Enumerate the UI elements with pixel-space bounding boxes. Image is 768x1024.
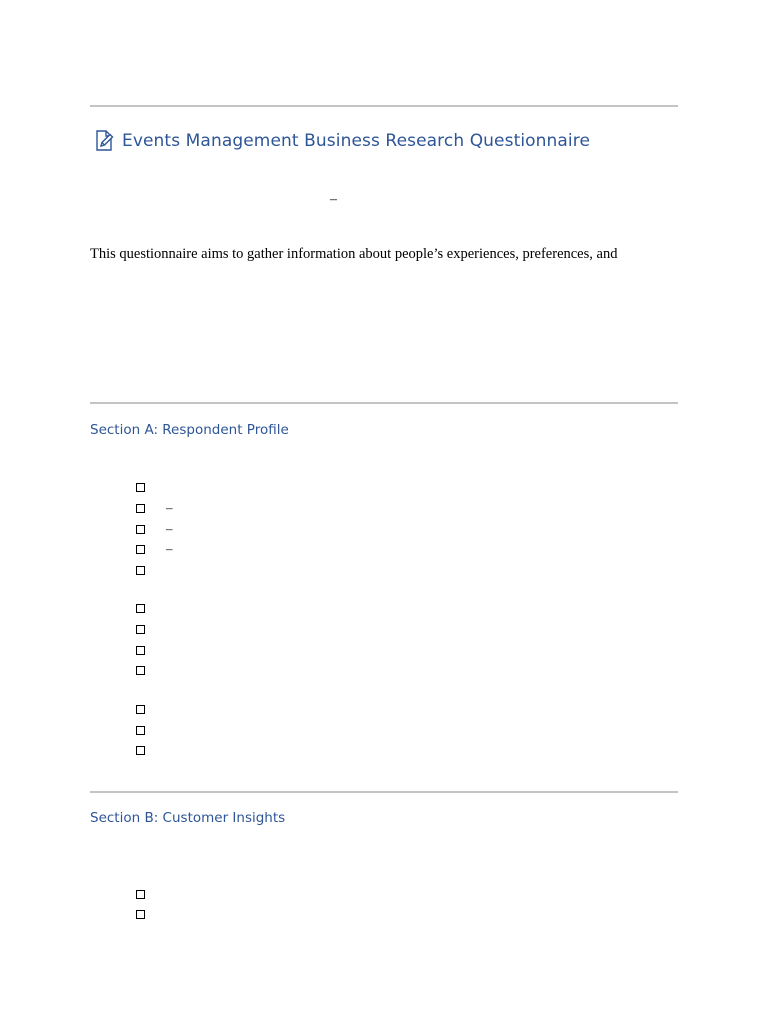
checkbox[interactable]	[136, 910, 145, 919]
checkbox[interactable]	[136, 525, 145, 534]
checkbox[interactable]	[136, 483, 145, 492]
checkbox[interactable]	[136, 566, 145, 575]
title-dash: –	[330, 192, 337, 207]
checkbox[interactable]	[136, 545, 145, 554]
checkbox-option[interactable]	[136, 500, 173, 516]
section-a-heading: Section A: Respondent Profile	[90, 422, 289, 438]
checkbox-option[interactable]	[136, 642, 166, 658]
option-text: –	[166, 541, 173, 556]
checkbox-option[interactable]	[136, 621, 166, 637]
checkbox-option[interactable]	[136, 479, 166, 495]
checkbox[interactable]	[136, 625, 145, 634]
checkbox-option[interactable]	[136, 722, 166, 738]
section-b-heading: Section B: Customer Insights	[90, 810, 286, 826]
checkbox[interactable]	[136, 746, 145, 755]
checkbox-option[interactable]	[136, 906, 166, 922]
checkbox-option[interactable]	[136, 701, 166, 717]
checkbox[interactable]	[136, 604, 145, 613]
checkbox-option[interactable]	[136, 521, 173, 537]
checkbox[interactable]	[136, 890, 145, 899]
checkbox[interactable]	[136, 646, 145, 655]
section-b-divider	[90, 791, 678, 793]
checkbox-option[interactable]	[136, 742, 166, 758]
checkbox-option[interactable]	[136, 600, 166, 616]
section-a-divider	[90, 402, 678, 404]
option-text: –	[166, 521, 173, 536]
option-text: –	[166, 500, 173, 515]
document-edit-icon	[94, 129, 116, 153]
checkbox-option[interactable]	[136, 541, 173, 557]
checkbox[interactable]	[136, 666, 145, 675]
checkbox-option[interactable]	[136, 562, 166, 578]
document-title	[94, 129, 590, 153]
checkbox-option[interactable]	[136, 662, 166, 678]
checkbox-option[interactable]	[136, 886, 166, 902]
top-divider	[90, 105, 678, 107]
intro-paragraph: This questionnaire aims to gather information about people’s experiences, preferences, and	[90, 246, 618, 262]
checkbox[interactable]	[136, 726, 145, 735]
checkbox[interactable]	[136, 705, 145, 714]
page-title: Events Management Business Research Questionnaire	[122, 131, 591, 151]
checkbox[interactable]	[136, 504, 145, 513]
